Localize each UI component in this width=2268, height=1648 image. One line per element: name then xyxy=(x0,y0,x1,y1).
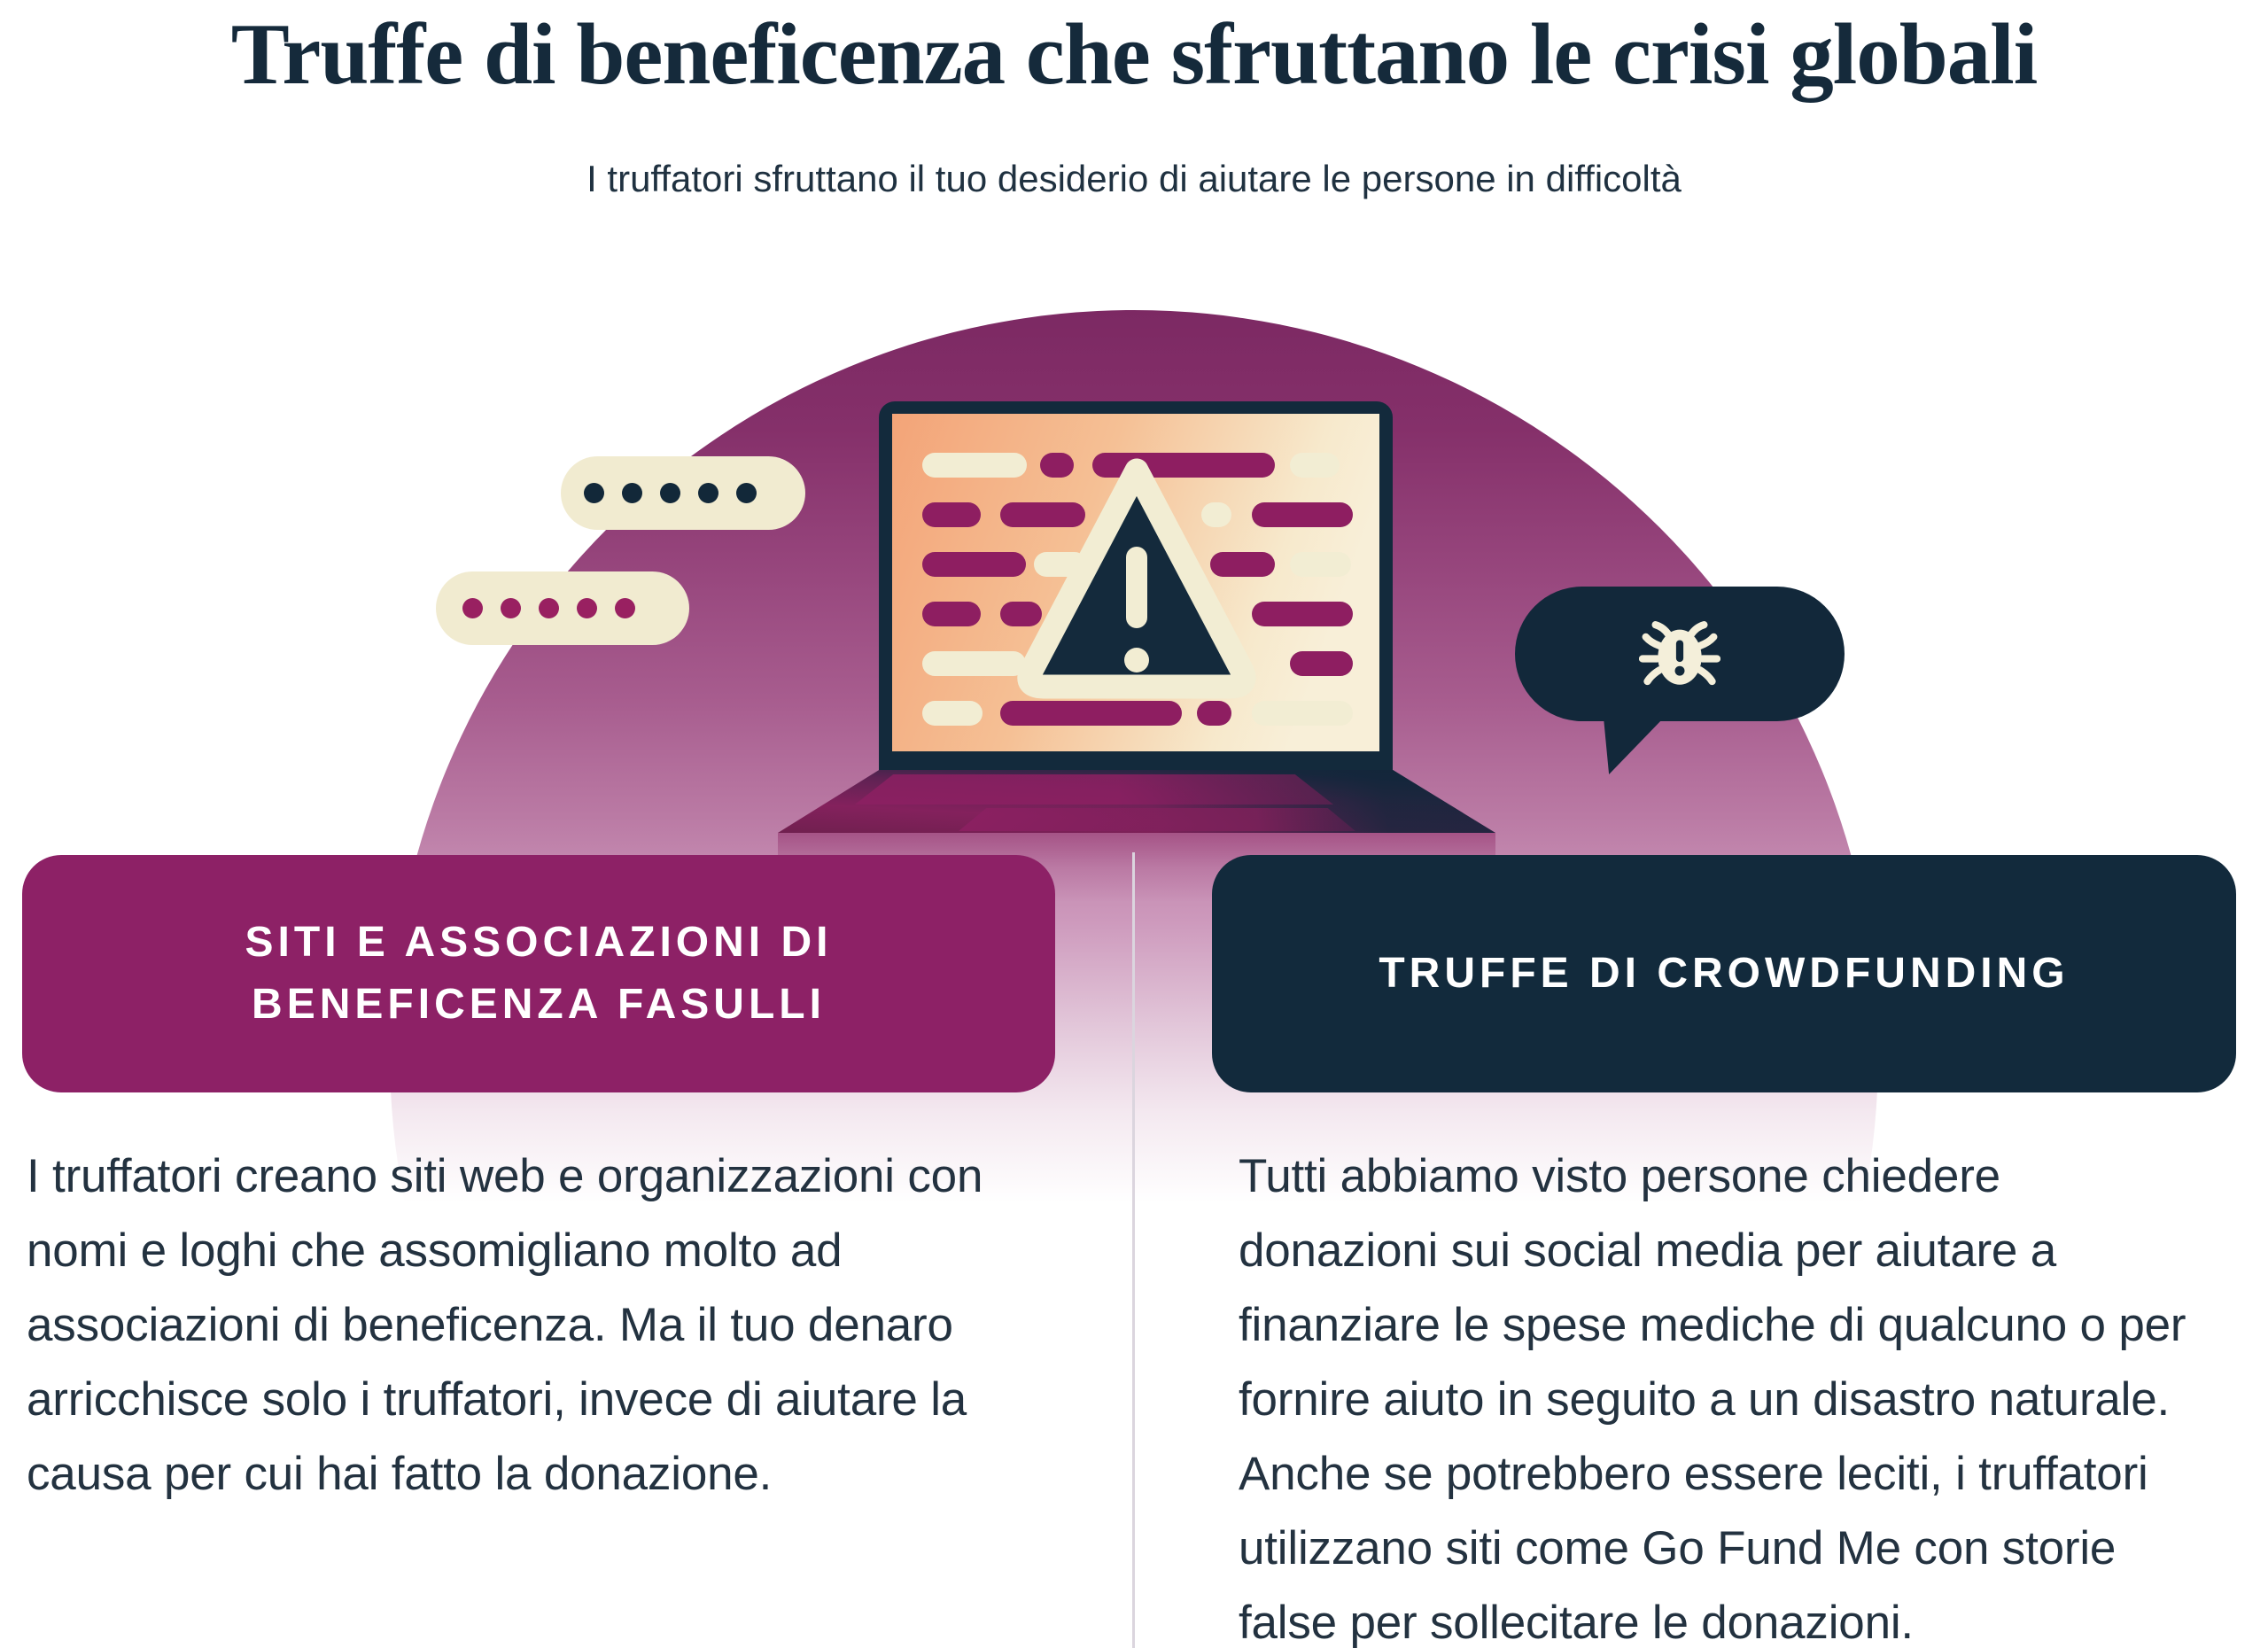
text-line: Tutti abbiamo visto persone chiedere xyxy=(1239,1150,2000,1202)
text-line: Anche se potrebbero essere leciti, i truffatori xyxy=(1239,1448,2148,1500)
card-crowdfunding-scams xyxy=(1212,855,2236,1092)
dot xyxy=(622,483,642,503)
dot xyxy=(539,598,559,618)
dot xyxy=(577,598,597,618)
card-fake-charities xyxy=(22,855,1055,1092)
dot xyxy=(615,598,635,618)
text-line: associazioni di beneficenza. Ma il tuo denaro xyxy=(27,1299,953,1351)
text-line: arricchisce solo i truffatori, invece di aiutare la xyxy=(27,1373,967,1426)
dot xyxy=(501,598,521,618)
crowdfunding-paragraph xyxy=(1239,1139,2186,1648)
dot xyxy=(698,483,718,503)
text-line: fornire aiuto in seguito a un disastro naturale. xyxy=(1239,1373,2171,1426)
page-title: Truffe di beneficenza che sfruttano le crisi globali xyxy=(230,6,2038,103)
dot xyxy=(736,483,757,503)
text-line: false per sollecitare le donazioni. xyxy=(1239,1597,1914,1648)
bug-icon xyxy=(1639,617,1720,691)
bug-speech-bubble-icon xyxy=(1515,587,1845,721)
laptop-keyboard xyxy=(855,774,1333,805)
text-line: nomi e loghi che assomigliano molto ad xyxy=(27,1224,843,1277)
page-subtitle: I truffatori sfruttano il tuo desiderio di aiutare le persone in difficoltà xyxy=(586,158,1682,199)
warning-triangle-icon xyxy=(992,439,1281,722)
card-heading: SITI E ASSOCIAZIONI DI xyxy=(245,919,833,966)
laptop-touchpad xyxy=(959,808,1355,831)
fake-charities-paragraph xyxy=(27,1139,983,1512)
column-divider xyxy=(1132,852,1135,1648)
dot xyxy=(462,598,483,618)
text-line: I truffatori creano siti web e organizzazioni con xyxy=(27,1150,983,1202)
text-line: causa per cui hai fatto la donazione. xyxy=(27,1448,773,1500)
chat-dots-icon xyxy=(561,456,805,530)
chat-dots-icon xyxy=(436,571,689,645)
card-heading: TRUFFE DI CROWDFUNDING xyxy=(1379,950,2070,997)
card-heading: BENEFICENZA FASULLI xyxy=(252,981,826,1028)
text-line: finanziare le spese mediche di qualcuno o per xyxy=(1239,1299,2186,1351)
dot xyxy=(584,483,604,503)
text-line: donazioni sui social media per aiutare a xyxy=(1239,1224,2056,1277)
dot xyxy=(660,483,680,503)
text-line: utilizzano siti come Go Fund Me con storie xyxy=(1239,1522,2117,1574)
